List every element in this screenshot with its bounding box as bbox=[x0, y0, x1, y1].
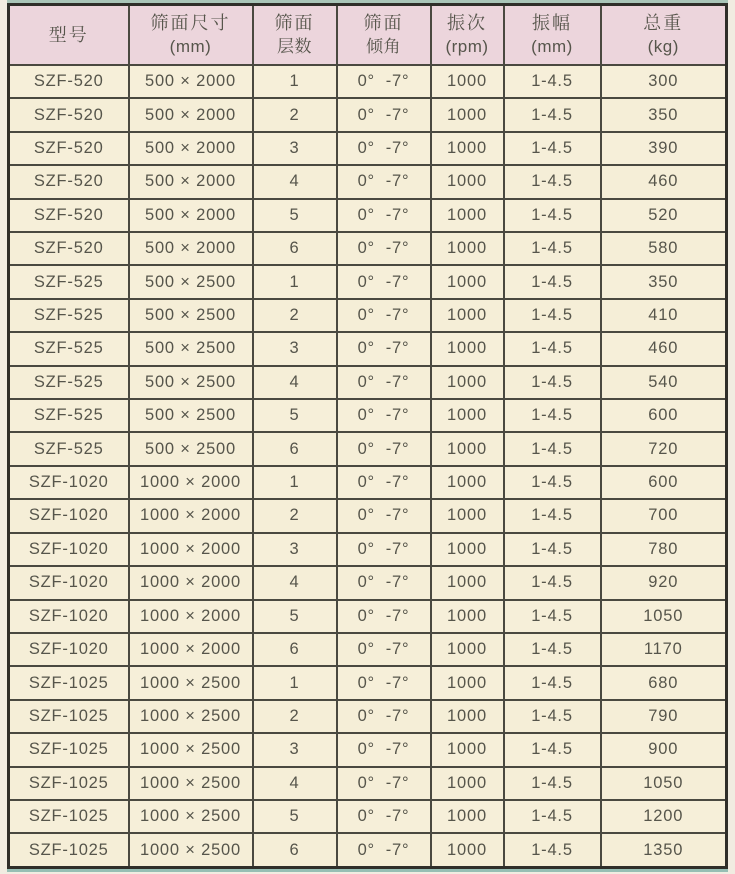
cell-amplitude: 1-4.5 bbox=[504, 833, 601, 867]
cell-incline: 0° -7° bbox=[337, 666, 431, 699]
header-row bbox=[9, 5, 727, 66]
table-row bbox=[9, 265, 727, 298]
cell-screen-size: 500 × 2000 bbox=[129, 132, 253, 165]
cell-rpm: 1000 bbox=[431, 432, 504, 465]
column-header-model bbox=[9, 5, 129, 66]
cell-layers: 1 bbox=[253, 265, 337, 298]
cell-amplitude: 1-4.5 bbox=[504, 767, 601, 800]
cell-weight: 900 bbox=[601, 733, 727, 766]
cell-model: SZF-520 bbox=[9, 199, 129, 232]
cell-rpm: 1000 bbox=[431, 767, 504, 800]
cell-incline: 0° -7° bbox=[337, 432, 431, 465]
cell-incline: 0° -7° bbox=[337, 399, 431, 432]
cell-incline: 0° -7° bbox=[337, 332, 431, 365]
cell-screen-size: 1000 × 2000 bbox=[129, 600, 253, 633]
table-row bbox=[9, 566, 727, 599]
column-header-label: 筛面 bbox=[363, 13, 404, 34]
cell-layers: 5 bbox=[253, 600, 337, 633]
cell-amplitude: 1-4.5 bbox=[504, 332, 601, 365]
cell-amplitude: 1-4.5 bbox=[504, 533, 601, 566]
column-header-screen-size bbox=[129, 5, 253, 66]
cell-incline: 0° -7° bbox=[337, 767, 431, 800]
cell-weight: 410 bbox=[601, 299, 727, 332]
column-header-label: 筛面尺寸 bbox=[150, 13, 231, 34]
cell-incline: 0° -7° bbox=[337, 566, 431, 599]
cell-rpm: 1000 bbox=[431, 132, 504, 165]
cell-screen-size: 1000 × 2500 bbox=[129, 767, 253, 800]
cell-model: SZF-1020 bbox=[9, 633, 129, 666]
cell-amplitude: 1-4.5 bbox=[504, 232, 601, 265]
cell-amplitude: 1-4.5 bbox=[504, 265, 601, 298]
cell-screen-size: 1000 × 2000 bbox=[129, 466, 253, 499]
table-row bbox=[9, 366, 727, 399]
table-row bbox=[9, 299, 727, 332]
cell-layers: 2 bbox=[253, 700, 337, 733]
cell-weight: 580 bbox=[601, 232, 727, 265]
cell-layers: 3 bbox=[253, 733, 337, 766]
cell-incline: 0° -7° bbox=[337, 98, 431, 131]
cell-layers: 3 bbox=[253, 533, 337, 566]
spec-table-frame bbox=[7, 3, 728, 869]
cell-amplitude: 1-4.5 bbox=[504, 165, 601, 198]
column-header-unit: (mm) bbox=[169, 36, 212, 56]
table-row bbox=[9, 600, 727, 633]
cell-amplitude: 1-4.5 bbox=[504, 65, 601, 98]
cell-incline: 0° -7° bbox=[337, 299, 431, 332]
cell-weight: 350 bbox=[601, 265, 727, 298]
table-row bbox=[9, 666, 727, 699]
cell-model: SZF-525 bbox=[9, 399, 129, 432]
cell-model: SZF-1020 bbox=[9, 466, 129, 499]
cell-layers: 2 bbox=[253, 98, 337, 131]
cell-model: SZF-1025 bbox=[9, 666, 129, 699]
table-row bbox=[9, 833, 727, 867]
cell-screen-size: 500 × 2500 bbox=[129, 432, 253, 465]
cell-screen-size: 500 × 2000 bbox=[129, 232, 253, 265]
table-row bbox=[9, 432, 727, 465]
cell-screen-size: 1000 × 2500 bbox=[129, 733, 253, 766]
column-header-amplitude bbox=[504, 5, 601, 66]
cell-weight: 920 bbox=[601, 566, 727, 599]
cell-layers: 4 bbox=[253, 566, 337, 599]
cell-incline: 0° -7° bbox=[337, 232, 431, 265]
cell-rpm: 1000 bbox=[431, 466, 504, 499]
cell-layers: 5 bbox=[253, 199, 337, 232]
cell-amplitude: 1-4.5 bbox=[504, 132, 601, 165]
table-row bbox=[9, 700, 727, 733]
table-row bbox=[9, 232, 727, 265]
table-header bbox=[9, 5, 727, 66]
cell-incline: 0° -7° bbox=[337, 65, 431, 98]
cell-screen-size: 1000 × 2000 bbox=[129, 566, 253, 599]
cell-amplitude: 1-4.5 bbox=[504, 466, 601, 499]
cell-rpm: 1000 bbox=[431, 332, 504, 365]
column-header-label: 振次 bbox=[447, 13, 487, 34]
cell-weight: 780 bbox=[601, 533, 727, 566]
cell-model: SZF-1025 bbox=[9, 733, 129, 766]
cell-amplitude: 1-4.5 bbox=[504, 566, 601, 599]
cell-weight: 390 bbox=[601, 132, 727, 165]
cell-layers: 6 bbox=[253, 633, 337, 666]
cell-incline: 0° -7° bbox=[337, 366, 431, 399]
table-row bbox=[9, 332, 727, 365]
cell-amplitude: 1-4.5 bbox=[504, 199, 601, 232]
column-header-rpm bbox=[431, 5, 504, 66]
cell-model: SZF-1020 bbox=[9, 566, 129, 599]
cell-incline: 0° -7° bbox=[337, 800, 431, 833]
cell-screen-size: 500 × 2500 bbox=[129, 332, 253, 365]
cell-screen-size: 500 × 2500 bbox=[129, 399, 253, 432]
cell-rpm: 1000 bbox=[431, 366, 504, 399]
cell-amplitude: 1-4.5 bbox=[504, 700, 601, 733]
cell-incline: 0° -7° bbox=[337, 199, 431, 232]
cell-layers: 4 bbox=[253, 366, 337, 399]
cell-weight: 540 bbox=[601, 366, 727, 399]
cell-model: SZF-520 bbox=[9, 98, 129, 131]
cell-model: SZF-1020 bbox=[9, 533, 129, 566]
table-row bbox=[9, 199, 727, 232]
cell-weight: 700 bbox=[601, 499, 727, 532]
table-row bbox=[9, 98, 727, 131]
cell-rpm: 1000 bbox=[431, 199, 504, 232]
cell-layers: 4 bbox=[253, 767, 337, 800]
cell-screen-size: 500 × 2500 bbox=[129, 265, 253, 298]
cell-weight: 720 bbox=[601, 432, 727, 465]
column-header-weight bbox=[601, 5, 727, 66]
cell-model: SZF-525 bbox=[9, 265, 129, 298]
cell-rpm: 1000 bbox=[431, 833, 504, 867]
cell-amplitude: 1-4.5 bbox=[504, 299, 601, 332]
cell-weight: 600 bbox=[601, 466, 727, 499]
cell-weight: 460 bbox=[601, 165, 727, 198]
cell-weight: 300 bbox=[601, 65, 727, 98]
cell-model: SZF-525 bbox=[9, 299, 129, 332]
cell-layers: 5 bbox=[253, 800, 337, 833]
cell-rpm: 1000 bbox=[431, 299, 504, 332]
cell-layers: 4 bbox=[253, 165, 337, 198]
cell-model: SZF-520 bbox=[9, 232, 129, 265]
cell-rpm: 1000 bbox=[431, 800, 504, 833]
column-header-label: 筛面 bbox=[274, 13, 315, 34]
cell-screen-size: 500 × 2500 bbox=[129, 366, 253, 399]
cell-model: SZF-1025 bbox=[9, 833, 129, 867]
cell-model: SZF-525 bbox=[9, 432, 129, 465]
cell-layers: 1 bbox=[253, 666, 337, 699]
cell-incline: 0° -7° bbox=[337, 265, 431, 298]
column-header-unit: 倾角 bbox=[366, 36, 401, 56]
table-row bbox=[9, 165, 727, 198]
cell-screen-size: 500 × 2000 bbox=[129, 199, 253, 232]
spec-table bbox=[7, 3, 728, 869]
column-header-label: 总重 bbox=[643, 13, 684, 34]
cell-layers: 3 bbox=[253, 132, 337, 165]
cell-incline: 0° -7° bbox=[337, 533, 431, 566]
cell-screen-size: 500 × 2000 bbox=[129, 98, 253, 131]
cell-model: SZF-525 bbox=[9, 332, 129, 365]
cell-layers: 1 bbox=[253, 65, 337, 98]
cell-rpm: 1000 bbox=[431, 65, 504, 98]
cell-amplitude: 1-4.5 bbox=[504, 633, 601, 666]
cell-rpm: 1000 bbox=[431, 265, 504, 298]
cell-amplitude: 1-4.5 bbox=[504, 432, 601, 465]
cell-amplitude: 1-4.5 bbox=[504, 366, 601, 399]
column-header-incline bbox=[337, 5, 431, 66]
cell-rpm: 1000 bbox=[431, 633, 504, 666]
cell-amplitude: 1-4.5 bbox=[504, 666, 601, 699]
cell-rpm: 1000 bbox=[431, 165, 504, 198]
cell-incline: 0° -7° bbox=[337, 600, 431, 633]
cell-model: SZF-525 bbox=[9, 366, 129, 399]
table-row bbox=[9, 65, 727, 98]
cell-model: SZF-520 bbox=[9, 65, 129, 98]
cell-incline: 0° -7° bbox=[337, 733, 431, 766]
cell-rpm: 1000 bbox=[431, 499, 504, 532]
cell-rpm: 1000 bbox=[431, 733, 504, 766]
cell-weight: 680 bbox=[601, 666, 727, 699]
cell-model: SZF-1025 bbox=[9, 800, 129, 833]
cell-model: SZF-520 bbox=[9, 132, 129, 165]
table-row bbox=[9, 399, 727, 432]
cell-screen-size: 1000 × 2500 bbox=[129, 833, 253, 867]
column-header-unit: (kg) bbox=[647, 36, 679, 56]
cell-rpm: 1000 bbox=[431, 399, 504, 432]
cell-weight: 600 bbox=[601, 399, 727, 432]
cell-weight: 1170 bbox=[601, 633, 727, 666]
cell-weight: 790 bbox=[601, 700, 727, 733]
column-header-label: 振幅 bbox=[532, 13, 572, 34]
cell-amplitude: 1-4.5 bbox=[504, 499, 601, 532]
cell-layers: 1 bbox=[253, 466, 337, 499]
cell-incline: 0° -7° bbox=[337, 466, 431, 499]
cell-model: SZF-1025 bbox=[9, 767, 129, 800]
table-body bbox=[9, 65, 727, 868]
table-row bbox=[9, 733, 727, 766]
cell-weight: 1050 bbox=[601, 767, 727, 800]
cell-layers: 6 bbox=[253, 232, 337, 265]
column-header-layers bbox=[253, 5, 337, 66]
column-header-unit: 层数 bbox=[277, 36, 312, 56]
cell-layers: 2 bbox=[253, 299, 337, 332]
cell-screen-size: 1000 × 2500 bbox=[129, 700, 253, 733]
cell-layers: 2 bbox=[253, 499, 337, 532]
cell-rpm: 1000 bbox=[431, 600, 504, 633]
cell-layers: 3 bbox=[253, 332, 337, 365]
table-row bbox=[9, 633, 727, 666]
cell-rpm: 1000 bbox=[431, 700, 504, 733]
cell-amplitude: 1-4.5 bbox=[504, 800, 601, 833]
column-header-label: 型号 bbox=[48, 24, 89, 45]
cell-incline: 0° -7° bbox=[337, 499, 431, 532]
cell-weight: 520 bbox=[601, 199, 727, 232]
cell-model: SZF-1025 bbox=[9, 700, 129, 733]
cell-weight: 1050 bbox=[601, 600, 727, 633]
cell-rpm: 1000 bbox=[431, 98, 504, 131]
cell-weight: 460 bbox=[601, 332, 727, 365]
cell-rpm: 1000 bbox=[431, 232, 504, 265]
cell-layers: 5 bbox=[253, 399, 337, 432]
cell-screen-size: 1000 × 2000 bbox=[129, 533, 253, 566]
cell-screen-size: 1000 × 2000 bbox=[129, 633, 253, 666]
table-row bbox=[9, 767, 727, 800]
table-row bbox=[9, 533, 727, 566]
table-row bbox=[9, 499, 727, 532]
cell-model: SZF-1020 bbox=[9, 499, 129, 532]
cell-screen-size: 1000 × 2000 bbox=[129, 499, 253, 532]
table-row bbox=[9, 132, 727, 165]
cell-layers: 6 bbox=[253, 833, 337, 867]
cell-amplitude: 1-4.5 bbox=[504, 399, 601, 432]
cell-amplitude: 1-4.5 bbox=[504, 600, 601, 633]
cell-amplitude: 1-4.5 bbox=[504, 98, 601, 131]
cell-incline: 0° -7° bbox=[337, 633, 431, 666]
cell-model: SZF-520 bbox=[9, 165, 129, 198]
cell-screen-size: 500 × 2000 bbox=[129, 65, 253, 98]
cell-weight: 350 bbox=[601, 98, 727, 131]
cell-screen-size: 500 × 2000 bbox=[129, 165, 253, 198]
column-header-unit: (rpm) bbox=[445, 36, 489, 56]
cell-rpm: 1000 bbox=[431, 533, 504, 566]
table-row bbox=[9, 800, 727, 833]
cell-weight: 1200 bbox=[601, 800, 727, 833]
cell-amplitude: 1-4.5 bbox=[504, 733, 601, 766]
cell-incline: 0° -7° bbox=[337, 165, 431, 198]
table-row bbox=[9, 466, 727, 499]
cell-rpm: 1000 bbox=[431, 666, 504, 699]
cell-screen-size: 1000 × 2500 bbox=[129, 666, 253, 699]
cell-layers: 6 bbox=[253, 432, 337, 465]
column-header-unit: (mm) bbox=[531, 36, 573, 56]
cell-screen-size: 1000 × 2500 bbox=[129, 800, 253, 833]
cell-incline: 0° -7° bbox=[337, 700, 431, 733]
cell-weight: 1350 bbox=[601, 833, 727, 867]
cell-model: SZF-1020 bbox=[9, 600, 129, 633]
cell-incline: 0° -7° bbox=[337, 132, 431, 165]
cell-screen-size: 500 × 2500 bbox=[129, 299, 253, 332]
cell-rpm: 1000 bbox=[431, 566, 504, 599]
cell-incline: 0° -7° bbox=[337, 833, 431, 867]
